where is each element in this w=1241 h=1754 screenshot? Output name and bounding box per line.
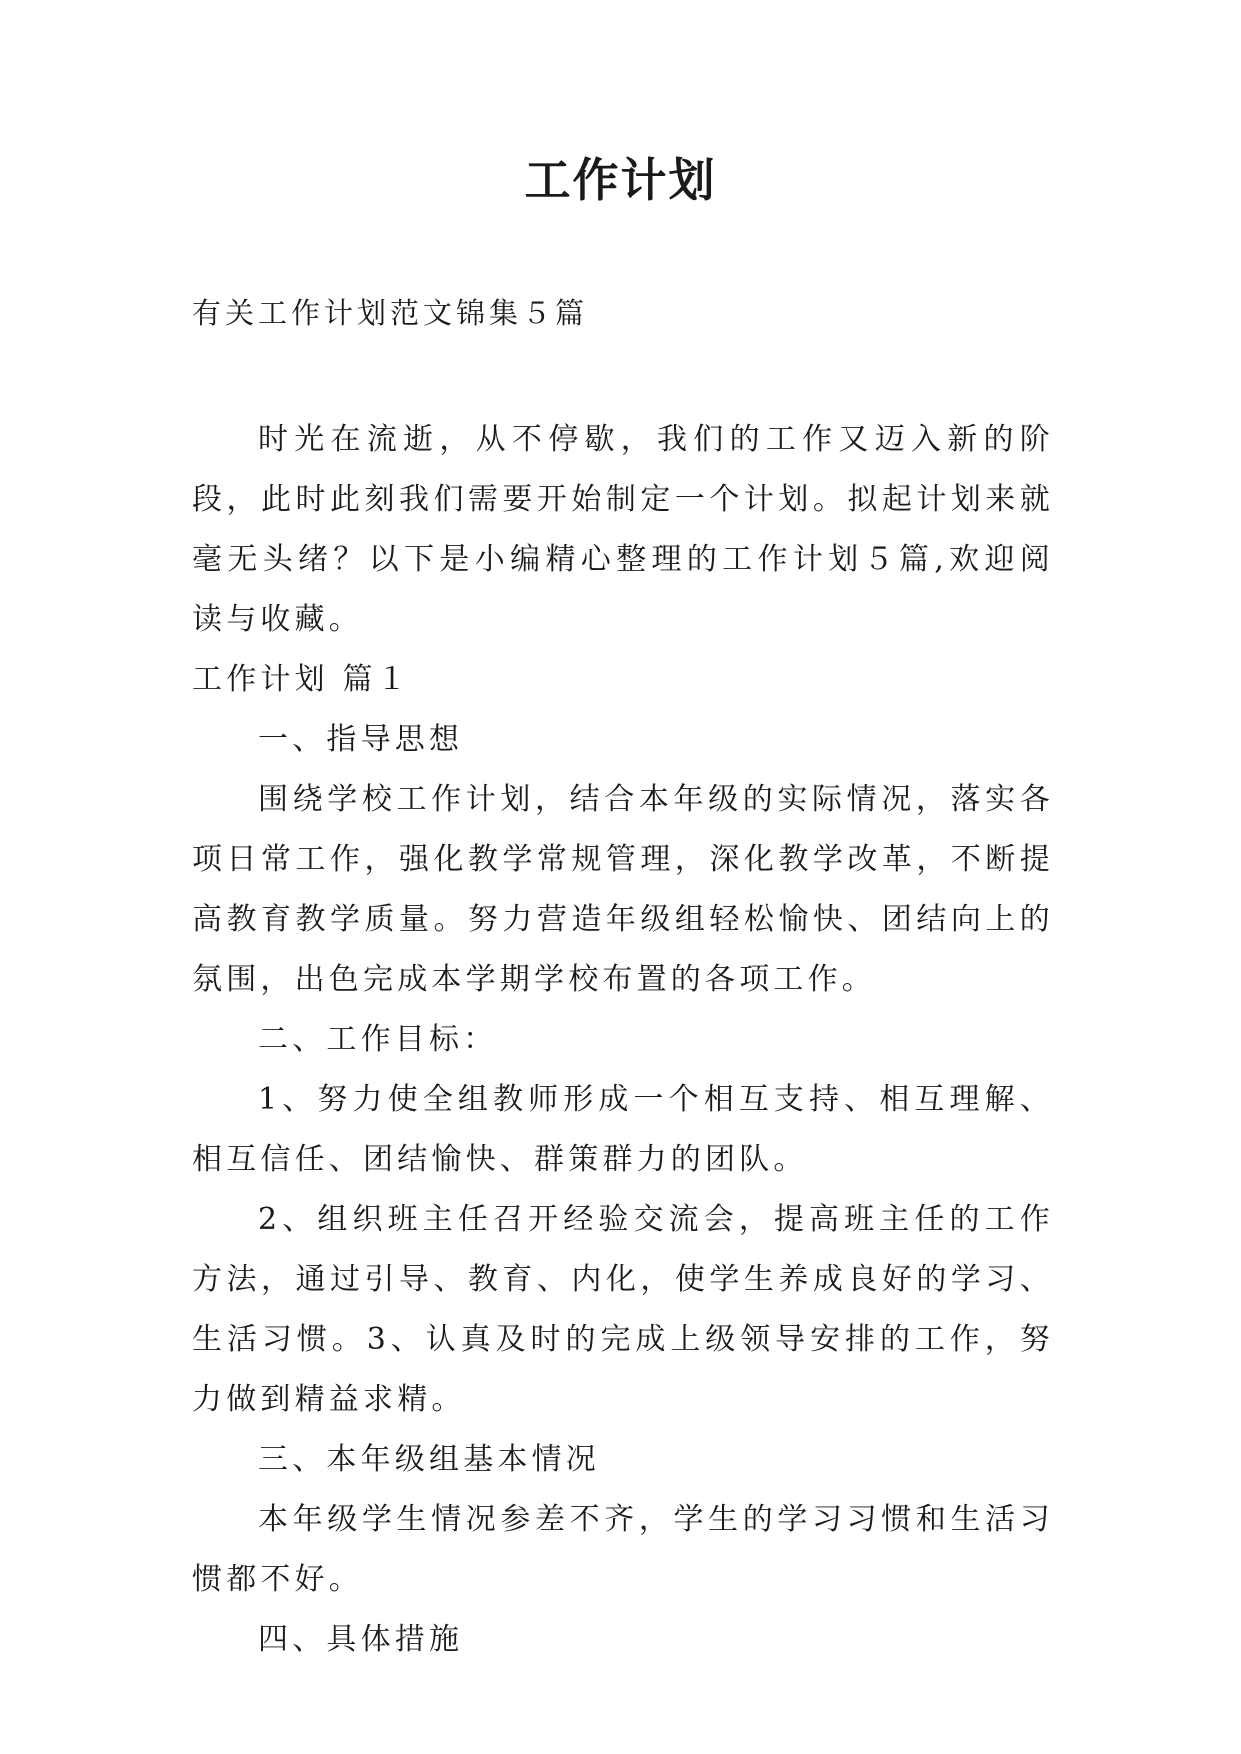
body-paragraph: 工作计划 篇１ xyxy=(192,662,411,697)
body-paragraph: 一、指导思想 xyxy=(258,722,464,757)
body-paragraph: 1、努力使全组教师形成一个相互支持、相互理解、相互信任、团结愉快、群策群力的团队。 xyxy=(192,1082,1054,1177)
body-paragraph: 2、组织班主任召开经验交流会，提高班主任的工作方法，通过引导、教育、内化，使学生养成良好的学习、生活习惯。3、认真及时的完成上级领导安排的工作，努力做到精益求精。 xyxy=(192,1202,1054,1417)
body-paragraph: 四、具体措施 xyxy=(258,1622,464,1657)
body-paragraph: 二、工作目标： xyxy=(258,1022,498,1057)
document-title: 工作计划 xyxy=(524,153,717,207)
body-paragraph: 围绕学校工作计划，结合本年级的实际情况，落实各项日常工作，强化教学常规管理，深化教学改革，不断提高教育教学质量。努力营造年级组轻松愉快、团结向上的氛围，出色完成本学期学校布置的各项工作。 xyxy=(192,782,1054,997)
body-paragraph: 时光在流逝，从不停歇，我们的工作又迈入新的阶段，此时此刻我们需要开始制定一个计划。拟起计划来就毫无头绪？以下是小编精心整理的工作计划５篇,欢迎阅读与收藏。 xyxy=(192,422,1054,637)
document-subtitle: 有关工作计划范文锦集５篇 xyxy=(192,296,589,330)
body-paragraph: 本年级学生情况参差不齐，学生的学习习惯和生活习惯都不好。 xyxy=(192,1502,1054,1597)
document-body xyxy=(192,410,1054,1670)
body-paragraph: 三、本年级组基本情况 xyxy=(258,1442,600,1477)
